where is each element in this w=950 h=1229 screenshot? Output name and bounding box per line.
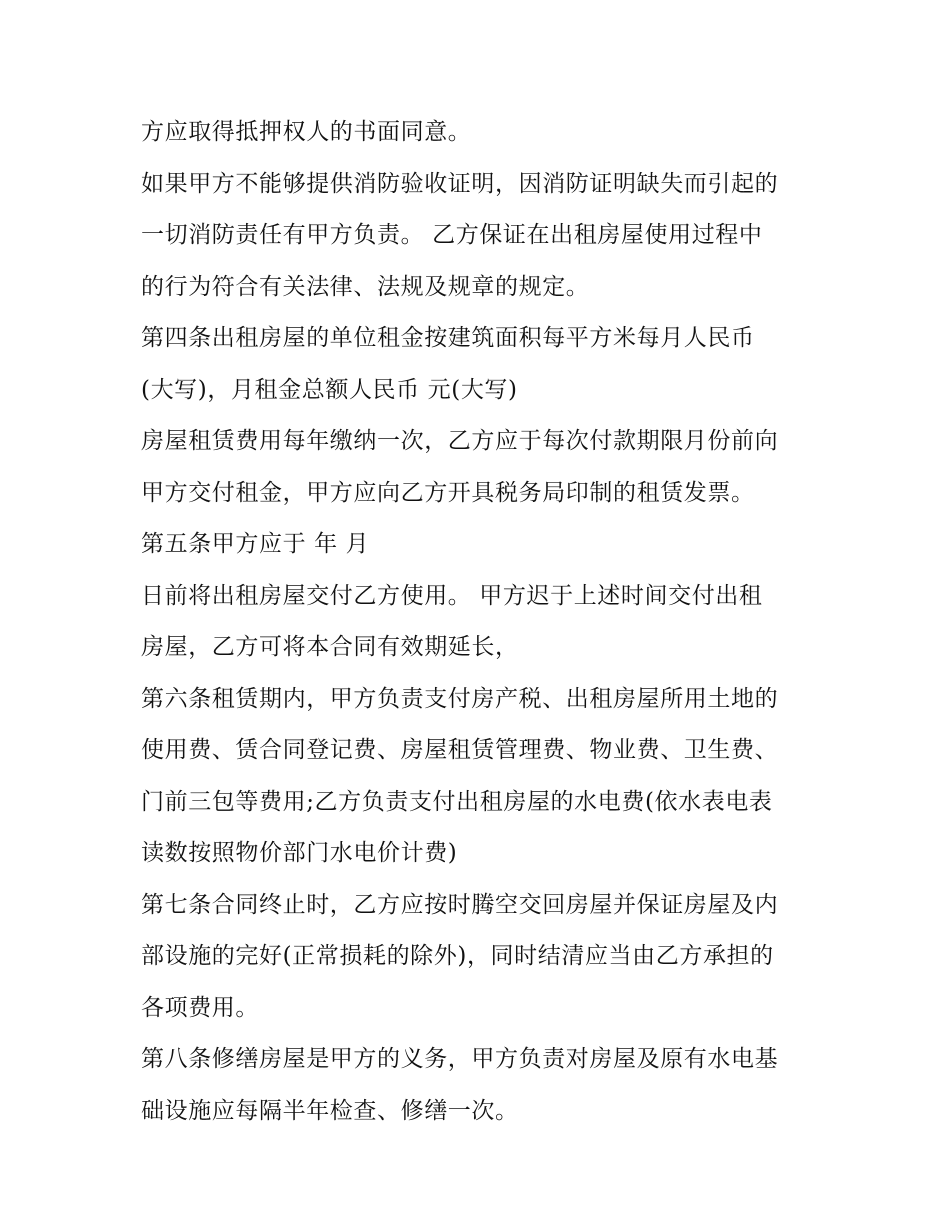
text-line: 如果甲方不能够提供消防验收证明，因消防证明缺失而引起的: [141, 170, 779, 197]
text-line: 部设施的完好(正常损耗的除外)，同时结清应当由乙方承担的: [141, 943, 774, 969]
text-line: 第五条甲方应于 年 月: [141, 531, 370, 557]
text-line: 第六条租赁期内，甲方负责支付房产税、出租房屋所用土地的: [141, 685, 779, 712]
text-line: 房屋，乙方可将本合同有效期延长，: [141, 634, 519, 660]
text-line: 第八条修缮房屋是甲方的义务，甲方负责对房屋及原有水电基: [141, 1046, 779, 1072]
text-line: 使用费、赁合同登记费、房屋租赁管理费、物业费、卫生费、: [141, 737, 779, 763]
text-line: 房屋租赁费用每年缴纳一次，乙方应于每次付款期限月份前向: [141, 428, 779, 454]
text-line: 甲方交付租金，甲方应向乙方开具税务局印制的租赁发票。: [141, 479, 755, 506]
document-body: [141, 107, 821, 1137]
text-line: 各项费用。: [141, 994, 259, 1021]
text-line: 一切消防责任有甲方负责。 乙方保证在出租房屋使用过程中: [141, 222, 763, 248]
text-line: 门前三包等费用;乙方负责支付出租房屋的水电费(依水表电表: [141, 788, 773, 815]
text-line: 读数按照物价部门水电价计费): [141, 840, 458, 866]
text-line: 第七条合同终止时，乙方应按时腾空交回房屋并保证房屋及内: [141, 891, 779, 918]
text-line: 第四条出租房屋的单位租金按建筑面积每平方米每月人民币: [141, 325, 755, 351]
text-line: 的行为符合有关法律、法规及规章的规定。: [141, 273, 590, 300]
text-line: 日前将出租房屋交付乙方使用。 甲方迟于上述时间交付出租: [141, 582, 763, 609]
text-line: (大写)，月租金总额人民币 元(大写): [141, 376, 518, 403]
text-line: 础设施应每隔半年检查、修缮一次。: [141, 1097, 519, 1124]
text-line: 方应取得抵押权人的书面同意。: [141, 119, 472, 145]
